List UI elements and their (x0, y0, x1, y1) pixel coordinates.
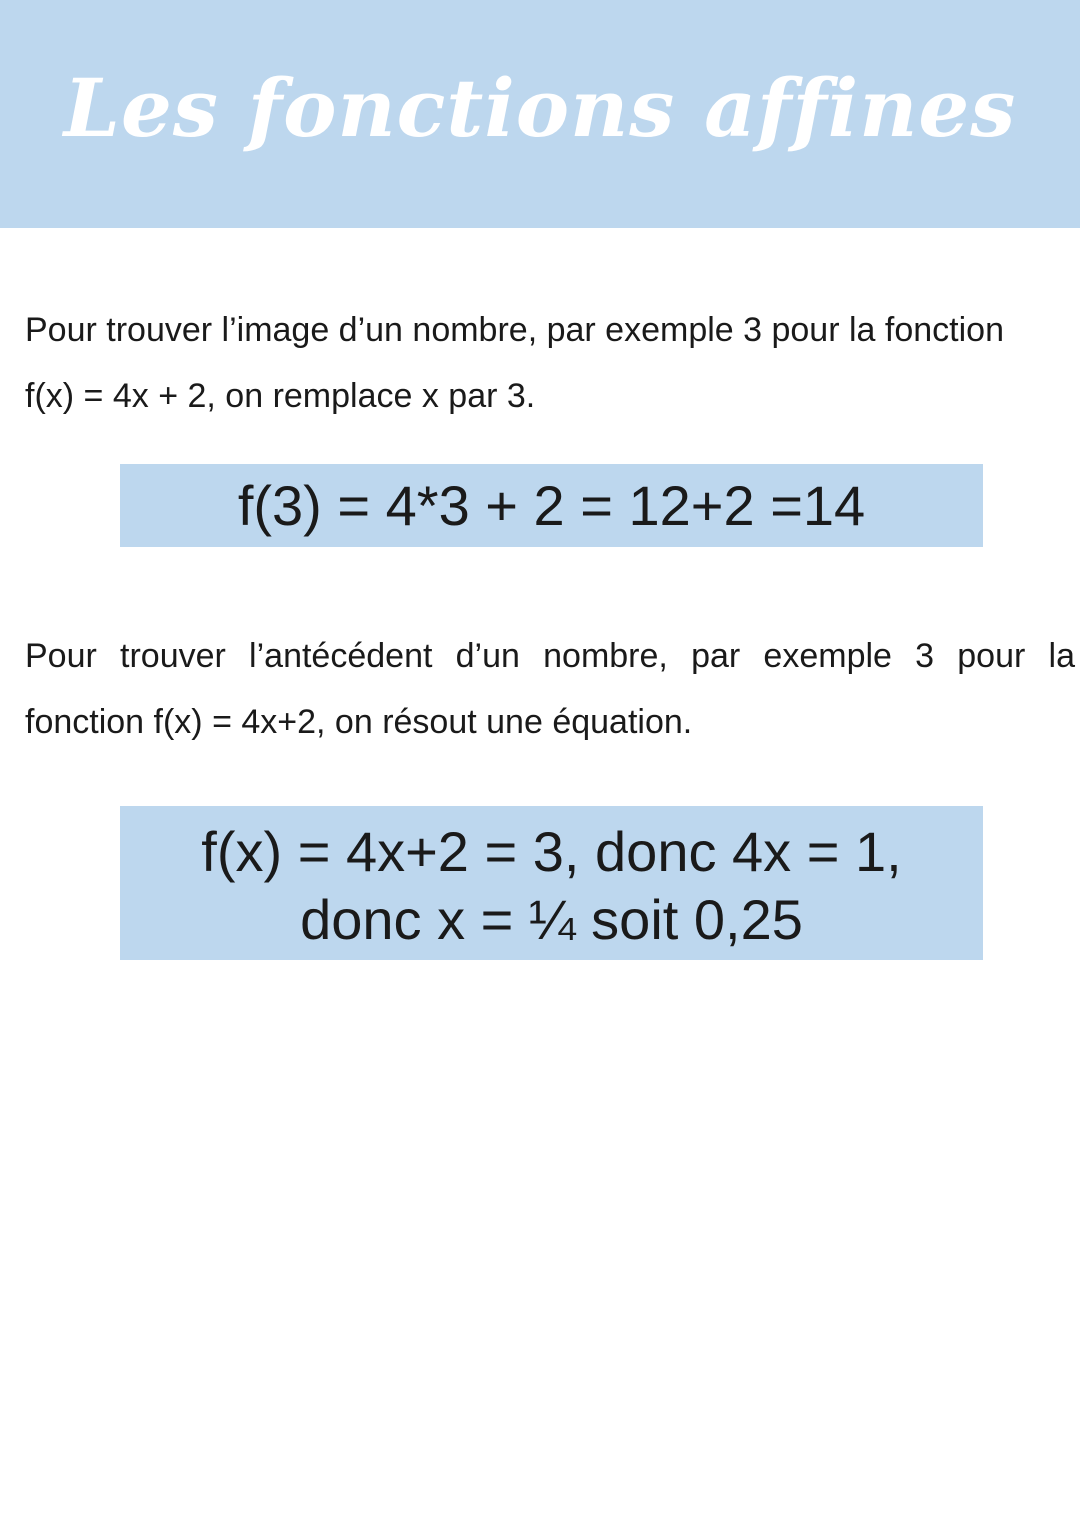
antecedent-explanation-paragraph (25, 623, 1075, 755)
formula-line: f(x) = 4x+2 = 3, donc 4x = 1, (201, 820, 902, 883)
paragraph-line: fonction f(x) = 4x+2, on résout une équation. (25, 703, 693, 741)
antecedent-formula-box (120, 806, 983, 960)
image-explanation-paragraph (25, 297, 1075, 429)
paragraph-line: Pour trouver l’antécédent d’un nombre, par exemple 3 pour la (25, 637, 1075, 675)
paragraph-line: f(x) = 4x + 2, on remplace x par 3. (25, 377, 536, 415)
image-formula-box (120, 464, 983, 547)
formula-line: donc x = ¼ soit 0,25 (300, 888, 803, 951)
formula-line: f(3) = 4*3 + 2 = 12+2 =14 (237, 474, 866, 537)
header-band (0, 0, 1080, 228)
paragraph-line: Pour trouver l’image d’un nombre, par exemple 3 pour la fonction (25, 311, 1004, 349)
page-title: Les fonctions affines (63, 61, 1017, 155)
